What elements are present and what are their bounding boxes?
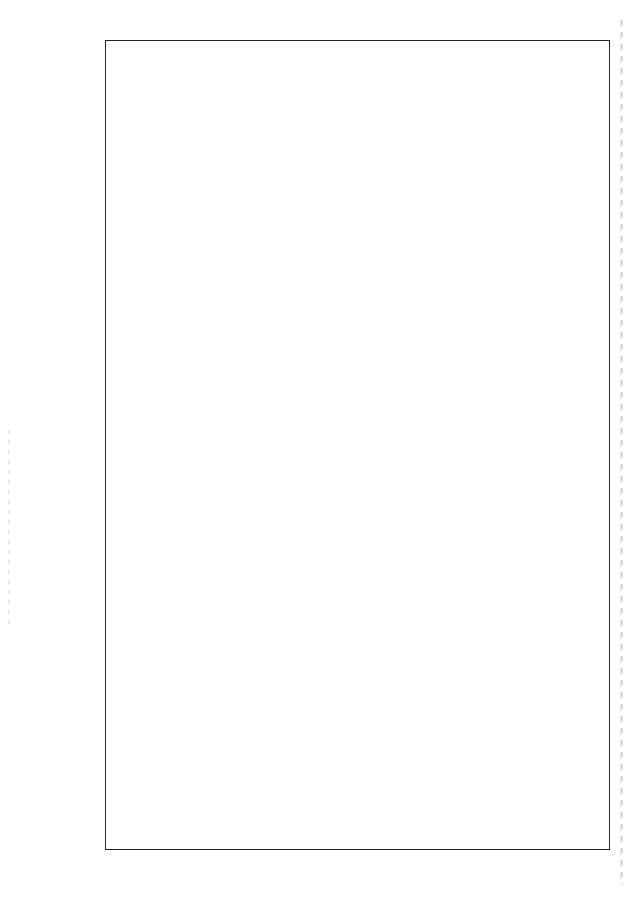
scan-artifact [8, 430, 10, 630]
program-table [105, 40, 610, 850]
scan-artifact [620, 20, 623, 885]
